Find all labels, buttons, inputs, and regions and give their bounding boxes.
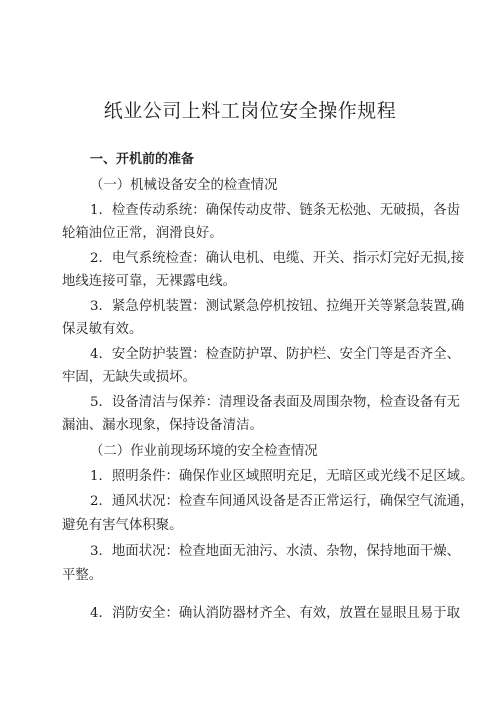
paragraph-line: 地线连接可靠，无裸露电线。 <box>62 274 237 289</box>
paragraph-line: 5．设备清洁与保养：清理设备表面及周围杂物，检查设备有无 <box>90 395 461 410</box>
paragraph-line: 1．检查传动系统：确保传动皮带、链条无松弛、无破损，各齿 <box>90 203 461 218</box>
paragraph-line: 2．通风状况：检查车间通风设备是否正常运行，确保空气流通， <box>90 494 474 509</box>
paragraph-line: 3．地面状况：检查地面无油污、水渍、杂物，保持地面干燥、 <box>90 544 461 559</box>
subsection-heading: （一）机械设备安全的检查情况 <box>90 178 278 193</box>
paragraph-line: 4．消防安全：确认消防器材齐全、有效，放置在显眼且易于取 <box>90 606 461 621</box>
paragraph-line: 避免有害气体积聚。 <box>62 518 183 533</box>
paragraph-line: 平整。 <box>62 568 103 583</box>
paragraph-line: 漏油、漏水现象，保持设备清洁。 <box>62 418 263 433</box>
paragraph-line: 4．安全防护装置：检查防护罩、防护栏、安全门等是否齐全、 <box>90 347 461 362</box>
paragraph-line: 轮箱油位正常，润滑良好。 <box>62 226 223 241</box>
paragraph-line: 3．紧急停机装置：测试紧急停机按钮、拉绳开关等紧急装置,确 <box>90 299 465 314</box>
paragraph-line: 1．照明条件：确保作业区域照明充足，无暗区或光线不足区域。 <box>90 469 474 484</box>
section-heading: 一、开机前的准备 <box>90 152 195 167</box>
paragraph-line: 保灵敏有效。 <box>62 322 143 337</box>
paragraph-line: 牢固，无缺失或损坏。 <box>62 370 196 385</box>
document-title: 纸业公司上料工岗位安全操作规程 <box>103 100 397 122</box>
subsection-heading: （二）作业前现场环境的安全检查情况 <box>90 444 318 459</box>
paragraph-line: 2．电气系统检查：确认电机、电缆、开关、指示灯完好无损,接 <box>90 251 465 266</box>
